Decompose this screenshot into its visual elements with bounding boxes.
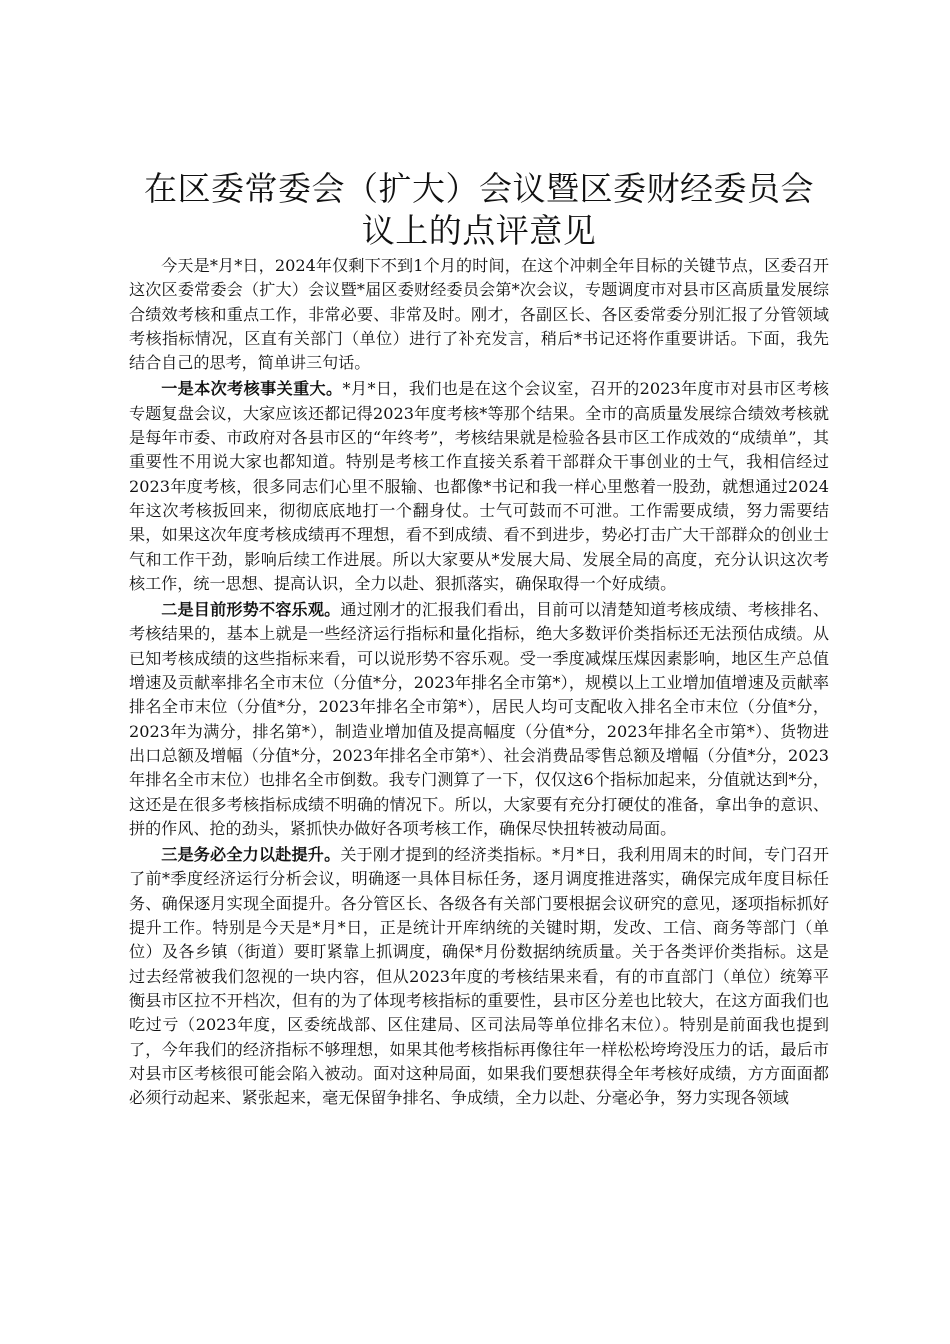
paragraph-text: 通过刚才的汇报我们看出，目前可以清楚知道考核成绩、考核排名、考核结果的，基本上就是一些经济运行指标和量化指标，绝大多数评价类指标还无法预估成绩。从已知考核成绩的这些指标来看，可以说形势不容乐观。受一季度减煤压煤因素影响，地区生产总值增速及贡献率排名全市末位（分值*分，2023年排名全市第*），规模以上工业增加值增速及贡献率排名全市末位（分值*分，2023年排名全市第*），居民人均可支配收入排名全市末位（分值*分，2023年为满分，排名第*），制造业增加值及提高幅度（分值*分，2023年排名全市第*）、货物进出口总额及增幅（分值*分，2023年排名全市第*）、社会消费品零售总额及增幅（分值*分，2023年排名全市末位）也排名全市倒数。我专门测算了一下，仅仅这6个指标加起来，分值就达到*分，这还是在很多考核指标成绩不明确的情况下。所以，大家要有充分打硬仗的准备，拿出争的意识、拼的作风、抢的劲头，紧抓快办做好各项考核工作，确保尽快扭转被动局面。	[129, 600, 830, 838]
paragraph-lead: 二是目前形势不容乐观。	[161, 600, 341, 620]
paragraph-lead: 一是本次考核事关重大。	[161, 379, 343, 399]
title-line-1: 在区委常委会（扩大）会议暨区委财经委员会	[144, 169, 814, 208]
paragraph-point-3	[129, 843, 829, 1110]
paragraph-text: 今天是*月*日，2024年仅剩下不到1个月的时间，在这个冲刺全年目标的关键节点，区委召开这次区委常委会（扩大）会议暨*届区委财经委员会第*次会议，专题调度市对县市区高质量发展综合绩效考核和重点工作，非常必要、非常及时。刚才，各副区长、各区委常委分别汇报了分管领域考核指标情况，区直有关部门（单位）进行了补充发言，稍后*书记还将作重要讲话。下面，我先结合自己的思考，简单讲三句话。	[129, 256, 829, 373]
title-line-2: 议上的点评意见	[361, 211, 597, 250]
document-page	[129, 168, 829, 1110]
document-title	[129, 168, 829, 252]
paragraph-point-1	[129, 377, 829, 596]
paragraph-text: 关于刚才提到的经济类指标。*月*日，我利用周末的时间，专门召开了前*季度经济运行分析会议，明确逐一具体目标任务，逐月调度推进落实，确保完成年度目标任务、确保逐月实现全面提升。各分管区长、各级各有关部门要根据会议研究的意见，逐项指标抓好提升工作。特别是今天是*月*日，正是统计开库纳统的关键时期，发改、工信、商务等部门（单位）及各乡镇（街道）要盯紧靠上抓调度，确保*月份数据纳统质量。关于各类评价类指标。这是过去经常被我们忽视的一块内容，但从2023年度的考核结果来看，有的市直部门（单位）统筹平衡县市区拉不开档次，但有的为了体现考核指标的重要性，县市区分差也比较大，在这方面我们也吃过亏（2023年度，区委统战部、区住建局、区司法局等单位排名末位）。特别是前面我也提到了，今年我们的经济指标不够理想，如果其他考核指标再像往年一样松松垮垮没压力的话，最后市对县市区考核很可能会陷入被动。面对这种局面，如果我们要想获得全年考核好成绩，方方面面都必须行动起来、紧张起来，毫无保留争排名、争成绩，全力以赴、分毫必争，努力实现各领域	[129, 845, 830, 1108]
paragraph-text: *月*日，我们也是在这个会议室，召开的2023年度市对县市区考核专题复盘会议，大家应该还都记得2023年度考核*等那个结果。全市的高质量发展综合绩效考核就是每年市委、市政府对各县市区的“年终考”，考核结果就是检验各县市区工作成效的“成绩单”，其重要性不用说大家也都知道。特别是考核工作直接关系着干部群众干事创业的士气，我相信经过2023年度考核，很多同志们心里不服输、也都像*书记和我一样心里憋着一股劲，就想通过2024年这次考核扳回来，彻彻底底地打一个翻身仗。士气可鼓而不可泄。工作需要成绩，努力需要结果，如果这次年度考核成绩再不理想，看不到成绩、看不到进步，势必打击广大干部群众的创业士气和工作干劲，影响后续工作进展。所以大家要从*发展大局、发展全局的高度，充分认识这次考核工作，统一思想、提高认识，全力以赴、狠抓落实，确保取得一个好成绩。	[129, 379, 829, 593]
paragraph-intro	[129, 254, 829, 375]
paragraph-point-2	[129, 598, 829, 841]
paragraph-lead: 三是务必全力以赴提升。	[161, 845, 341, 865]
